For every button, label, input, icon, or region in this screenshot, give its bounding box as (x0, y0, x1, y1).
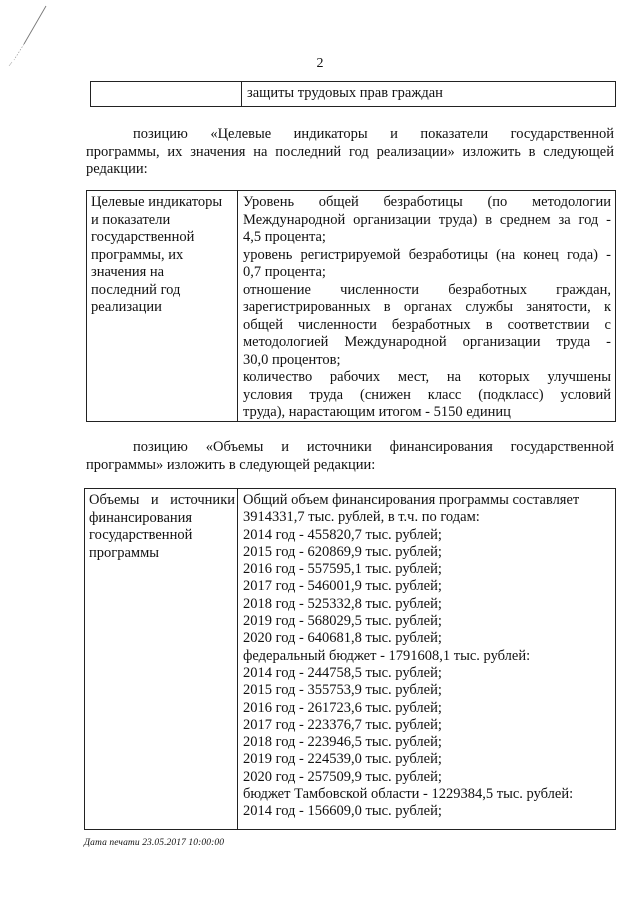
indicators-label: Целевые индикаторы и показатели государственной программы, их значения на последний год реализации (91, 194, 223, 315)
paragraph-indicators (86, 126, 614, 179)
page-number: 2 (316, 56, 324, 71)
paragraph-line: позицию «Объемы и источники финансирования государственной (133, 439, 614, 455)
funding-table (84, 488, 616, 830)
print-date-footer: Дата печати 23.05.2017 10:00:00 (84, 838, 225, 848)
funding-label: Объемы и источники финансирования государственной программы (89, 492, 235, 561)
paragraph-line: программы» изложить в следующей редакции: (86, 456, 376, 473)
paragraph-line: позицию «Целевые индикаторы и показатели государственной (133, 126, 614, 142)
indicators-table (86, 190, 616, 422)
indicators-values: Уровень общей безработицы (по методологии Международной организации труда) в среднем за год - 4,5 процента; уровень регистрируемой безработицы (на конец года) - 0,7 процента; отношение численности безработных граждан, зарегистрированных в органах службы занятости, к общей численности безработных в соответствии с методологией Международной организации труда - 30,0 процентов; количество рабочих мест, на которых улучшены условия труда (снижен класс (подкласс) условий труда), нарастающим итогом - 5150 единиц (243, 194, 611, 420)
top-table-right-cell: защиты трудовых прав граждан (247, 85, 443, 101)
paragraph-funding (86, 439, 614, 474)
paragraph-line: программы, их значения на последний год реализации» изложить в следующей (86, 143, 614, 160)
funding-values: Общий объем финансирования программы составляет 3914331,7 тыс. рублей, в т.ч. по годам: 2014 год - 455820,7 тыс. рублей; 2015 год - 620869,9 тыс. рублей; 2016 год - 557595,1 тыс. рублей; 2017 год - 546001,9 тыс. рублей; 2018 год - 525332,8 тыс. рублей; 2019 год - 568029,5 тыс. рублей; 2020 год - 640681,8 тыс. рублей; федеральный бюджет - 1791608,1 тыс. рублей: 2014 год - 244758,5 тыс. рублей; 2015 год - 355753,9 тыс. рублей; 2016 год - 261723,6 тыс. рублей; 2017 год - 223376,7 тыс. рублей; 2018 год - 223946,5 тыс. рублей; 2019 год - 224539,0 тыс. рублей; 2020 год - 257509,9 тыс. рублей; бюджет Тамбовской области - 1229384,5 тыс. рублей: 2014 год - 156609,0 тыс. рублей; (243, 492, 580, 820)
top-table (90, 81, 616, 107)
paragraph-line: редакции: (86, 161, 148, 177)
